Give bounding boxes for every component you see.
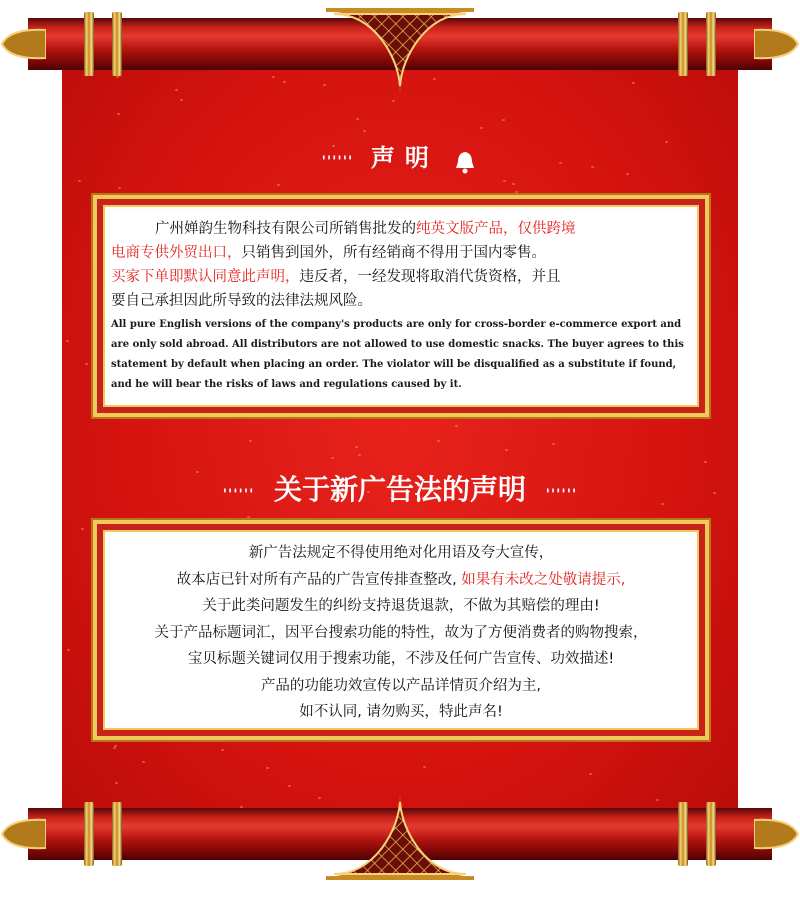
statement-en-line: are only sold abroad. All distributors are not allowed to use domestic snacks. The buyer agrees to this: [111, 339, 684, 350]
rod-band: [84, 802, 94, 866]
ad-law-line: 如不认同, 请勿购买，特此声名!: [299, 704, 503, 720]
text-span-red: 如果有未改之处敬请提示,: [461, 571, 626, 588]
text-span: 违反者，一经发现将取消代货资格，并且: [299, 269, 561, 285]
paper-speck: [221, 749, 224, 751]
paper-speck: [331, 457, 334, 459]
paper-speck: [552, 443, 555, 445]
statement-cn-line: [111, 217, 691, 241]
rod-band: [678, 12, 688, 76]
paper-speck: [85, 363, 88, 365]
bottom-rod-ornament: [318, 792, 482, 886]
rod-end-knob: [0, 24, 46, 64]
paper-speck: [356, 118, 359, 120]
paper-speck: [118, 187, 121, 189]
paper-speck: [632, 82, 635, 84]
paper-speck: [455, 425, 458, 427]
text-span-red: 纯英文版产品，仅供跨境: [416, 221, 576, 237]
paper-speck: [81, 528, 84, 530]
statement-en-line: All pure English versions of the company's products are only for cross-border e-commerce export and: [111, 319, 682, 330]
ad-law-panel-content: [111, 536, 691, 724]
paper-speck: [515, 191, 518, 193]
statement-cn-line: 要自己承担因此所导致的法律法规风险。: [111, 293, 372, 309]
text-span: 故本店已针对所有产品的广告宣传排查整改,: [176, 571, 457, 588]
paper-speck: [67, 649, 70, 651]
paper-speck: [272, 76, 275, 78]
paper-speck: [180, 99, 183, 101]
statement-panel-content: [111, 211, 691, 401]
paper-speck: [355, 446, 358, 448]
paper-speck: [589, 773, 592, 775]
rod-end-knob: [754, 814, 800, 854]
ad-law-line: 关于产品标题词汇，因平台搜索功能的特性，故为了方便消费者的购物搜索，: [154, 624, 648, 641]
paper-speck: [423, 766, 426, 768]
rod-band: [112, 802, 122, 866]
paper-speck: [505, 449, 508, 451]
bell-icon: [452, 149, 478, 175]
paper-speck: [358, 454, 361, 456]
rod-band: [706, 12, 716, 76]
rod-band: [706, 802, 716, 866]
paper-speck: [116, 76, 119, 78]
paper-speck: [392, 100, 395, 102]
paper-speck: [175, 89, 178, 91]
paper-speck: [512, 183, 515, 185]
text-span-red: 买家下单即默认同意此声明，: [111, 269, 300, 285]
statement-cn-line: [111, 265, 691, 289]
rod-end-knob: [754, 24, 800, 64]
top-rod-ornament: [318, 2, 482, 96]
ad-law-title: 关于新广告法的声明: [273, 473, 526, 506]
title-ornament-right: '''''': [545, 486, 578, 503]
paper-speck: [367, 740, 370, 742]
rod-band: [112, 12, 122, 76]
ad-law-line: 宝贝标题关键词仅用于搜索功能，不涉及任何广告宣传、功效描述!: [187, 651, 615, 667]
paper-speck: [247, 516, 250, 518]
ad-law-line: 产品的功能功效宣传以产品详情页介绍为主,: [260, 677, 542, 694]
text-span: 广州婵韵生物科技有限公司所销售批发的: [155, 221, 416, 237]
paper-speck: [503, 180, 506, 182]
statement-en-line: and he will bear the risks of laws and regulations caused by it.: [111, 379, 462, 390]
statement-title: 声明: [370, 144, 439, 172]
paper-speck: [283, 81, 286, 83]
paper-speck: [288, 785, 291, 787]
statement-panel: [93, 195, 709, 417]
paper-speck: [113, 747, 116, 749]
ad-law-panel: [93, 520, 709, 740]
paper-speck: [502, 119, 505, 121]
paper-speck: [437, 440, 440, 442]
statement-en-line: statement by default when placing an order. The violator will be disqualified as a substitute if found,: [111, 359, 677, 370]
paper-speck: [117, 113, 120, 115]
text-span-red: 电商专供外贸出口，: [111, 245, 242, 261]
paper-speck: [277, 184, 280, 186]
paper-speck: [66, 340, 69, 342]
rod-band: [84, 12, 94, 76]
paper-speck: [363, 130, 366, 132]
paper-speck: [480, 127, 483, 129]
ad-law-line-red: 关于此类问题发生的纠纷支持退货退款，不做为其赔偿的理由!: [202, 598, 600, 614]
section-title-ad-law: [0, 470, 800, 510]
paper-speck: [142, 761, 145, 763]
ad-law-line: 新广告法规定不得使用绝对化用语及夸大宣传，: [248, 545, 554, 561]
paper-speck: [78, 180, 81, 182]
ad-law-line: [111, 567, 691, 594]
paper-speck: [704, 461, 707, 463]
text-span: 只销售到国外，所有经销商不得用于国内零售。: [241, 245, 546, 261]
paper-speck: [266, 767, 269, 769]
statement-cn-line: [111, 241, 691, 265]
rod-band: [678, 802, 688, 866]
paper-speck: [656, 799, 659, 801]
paper-speck: [115, 782, 118, 784]
rod-end-knob: [0, 814, 46, 854]
paper-speck: [249, 440, 252, 442]
title-ornament-left: '''''': [321, 153, 354, 170]
title-ornament-left: '''''': [222, 486, 255, 503]
section-title-statement: [0, 140, 800, 176]
